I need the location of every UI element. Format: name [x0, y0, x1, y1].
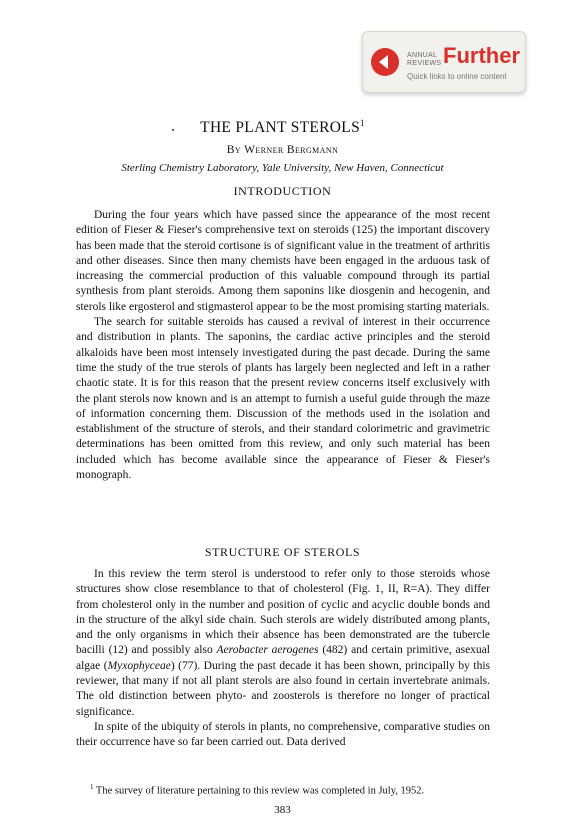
- article-title: THE PLANT STEROLS$^1$: [200, 118, 365, 137]
- further-logo-text: Further: [443, 43, 520, 68]
- quick-links-text: Quick links to online content: [407, 72, 507, 81]
- affiliation: Sterling Chemistry Laboratory, Yale University, New Haven, Connecticut: [121, 162, 444, 174]
- section-heading-structure: STRUCTURE OF STEROLS: [204, 545, 361, 559]
- introduction-body: [76, 208, 490, 483]
- footnote: $^1$ The survey of literature pertaining to this review was completed in July, 1952.: [90, 783, 425, 797]
- paragraph: In this review the term sterol is understood to refer only to those steroids whose structures show close resemblance to that of cholesterol (Fig. 1, II, R=A). They differ from cholesterol only in the number and position of cyclic and acyclic double bonds and in the structure of the alkyl side chain. Such sterols are widely distributed among plants, and the only organisms in which their absence has been demonstrated are the tubercle bacilli (12) and possibly also Aerobacter aerogenes (482) and certain primitive, asexual algae (Myxophyceae) (77). During the past decade it has been shown, principally by this reviewer, that many if not all plant sterols are also found in certain invertebrate animals. The old distinction between phyto- and zoosterols is therefore no longer of practical significance.: [76, 568, 490, 718]
- annual-reviews-logo-text: ANNUAL REVIEWS: [407, 52, 442, 67]
- structure-body: [76, 567, 490, 751]
- page-number: 383: [274, 804, 291, 816]
- section-heading-introduction: INTRODUCTION: [233, 184, 332, 198]
- byline: By Werner Bergmann: [226, 144, 339, 156]
- title-footnote-mark[interactable]: 1: [360, 118, 365, 128]
- back-arrow-icon: [371, 48, 399, 76]
- paragraph: The search for suitable steroids has caused a revival of interest in their occurrence and distribution in plants. The saponins, the cardiac active principles and the steroid alkaloids have been most intensely investigated during the past decade. During the same time the study of the true sterols of plants has largely been neglected and left in a rather chaotic state. It is for this reason that the present review concerns itself exclusively with the plant sterols now known and is an attempt to furnish a useful guide through the maze of information concerning them. Discussion of the methods used in the isolation and establishment of the structure of sterols, and their standard colorimetric and gravimetric determinations has been omitted from this review, and only such material has been included which has become available since the appearance of Fieser & Fieser's monograph.: [76, 316, 490, 482]
- further-badge[interactable]: [362, 31, 526, 93]
- author-name: Werner Bergmann: [244, 144, 339, 156]
- paragraph: During the four years which have passed since the appearance of the most recent edition of Fieser & Fieser's comprehensive text on steroids (125) the important discovery has been made that the steroid cortisone is of significant value in the treatment of arthritis and other diseases. Since then many chemists have been engaged in the arduous task of increasing the commercial production of this valuable compound through its partial synthesis from plant steroids. Among them saponins like diosgenin and hecogenin, and sterols like ergosterol and stigmasterol appear to be the most promising starting materials.: [76, 209, 490, 313]
- paragraph: In spite of the ubiquity of sterols in plants, no comprehensive, comparative studies on their occurrence have so far been carried out. Data derived: [76, 720, 490, 749]
